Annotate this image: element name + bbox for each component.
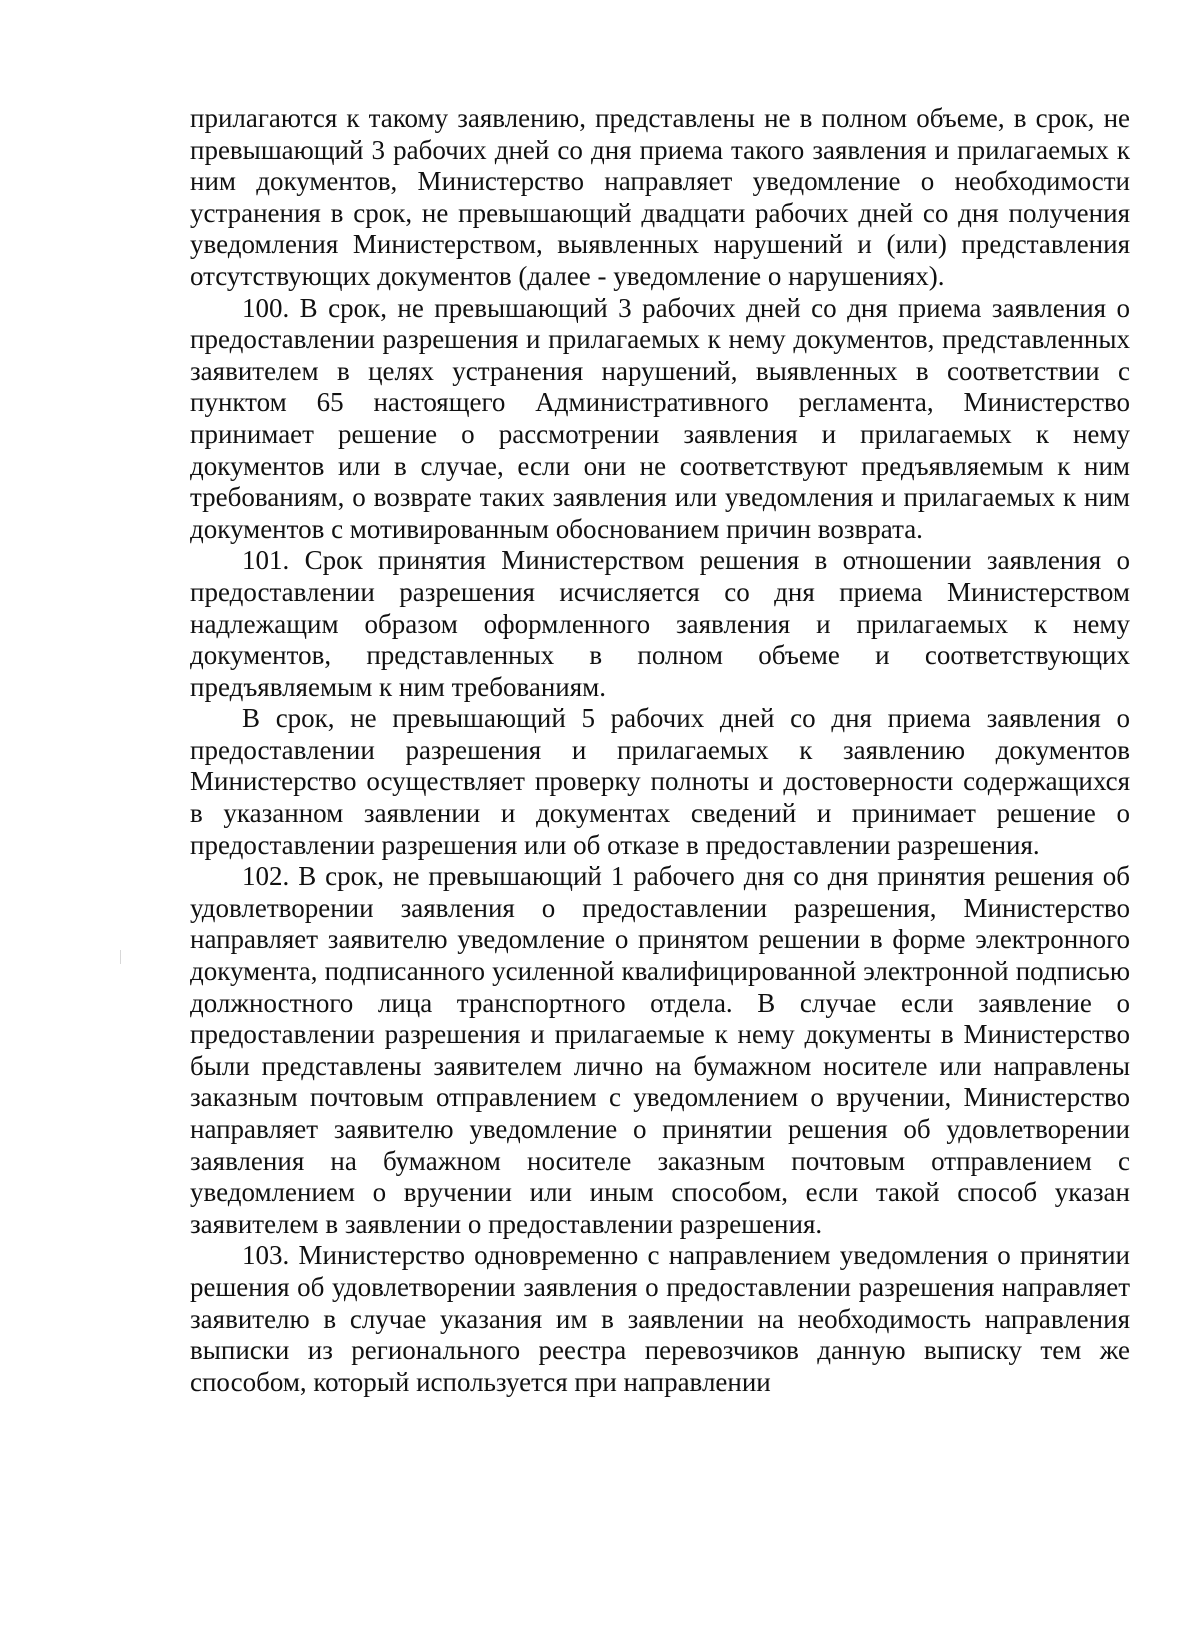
scan-artifact [120, 950, 121, 964]
paragraph-102: 102. В срок, не превышающий 1 рабочего дня со дня принятия решения об удовлетворении заявления о предоставлении разрешения, Министерство направляет заявителю уведомление о принятом решении в форме электронного документа, подписанного усиленной квалифицированной электронной подписью должностного лица транспортного отдела. В случае если заявление о предоставлении разрешения и прилагаемые к нему документы в Министерство были представлены заявителем лично на бумажном носителе или направлены заказным почтовым отправлением с уведомлением о вручении, Министерство направляет заявителю уведомление о принятии решения об удовлетворении заявления на бумажном носителе заказным почтовым отправлением с уведомлением о вручении или иным способом, если такой способ указан заявителем в заявлении о предоставлении разрешения. [190, 861, 1130, 1239]
document-body [190, 103, 1130, 1398]
paragraph-100: 100. В срок, не превышающий 3 рабочих дней со дня приема заявления о предоставлении разрешения и прилагаемых к нему документов, представленных заявителем в целях устранения нарушений, выявленных в соответствии с пунктом 65 настоящего Административного регламента, Министерство принимает решение о рассмотрении заявления и прилагаемых к нему документов или в случае, если они не соответствуют предъявляемым к ним требованиям, о возврате таких заявления или уведомления и прилагаемых к ним документов с мотивированным обоснованием причин возврата. [190, 292, 1130, 544]
paragraph-101-term: В срок, не превышающий 5 рабочих дней со дня приема заявления о предоставлении разрешения и прилагаемых к заявлению документов Министерство осуществляет проверку полноты и достоверности содержащихся в указанном заявлении и документах сведений и принимает решение о предоставлении разрешения или об отказе в предоставлении разрешения. [190, 703, 1130, 860]
paragraph-101: 101. Срок принятия Министерством решения в отношении заявления о предоставлении разрешения исчисляется со дня приема Министерством надлежащим образом оформленного заявления и прилагаемых к нему документов, представленных в полном объеме и соответствующих предъявляемым к ним требованиям. [190, 545, 1130, 702]
paragraph-continuation: прилагаются к такому заявлению, представлены не в полном объеме, в срок, не превышающий 3 рабочих дней со дня приема такого заявления и прилагаемых к ним документов, Министерство направляет уведомление о необходимости устранения в срок, не превышающий двадцати рабочих дней со дня получения уведомления Министерством, выявленных нарушений и (или) представления отсутствующих документов (далее - уведомление о нарушениях). [190, 103, 1130, 291]
paragraph-103: 103. Министерство одновременно с направлением уведомления о принятии решения об удовлетворении заявления о предоставлении разрешения направляет заявителю в случае указания им в заявлении на необходимость направления выписки из регионального реестра перевозчиков данную выписку тем же способом, который используется при направлении [190, 1240, 1130, 1397]
